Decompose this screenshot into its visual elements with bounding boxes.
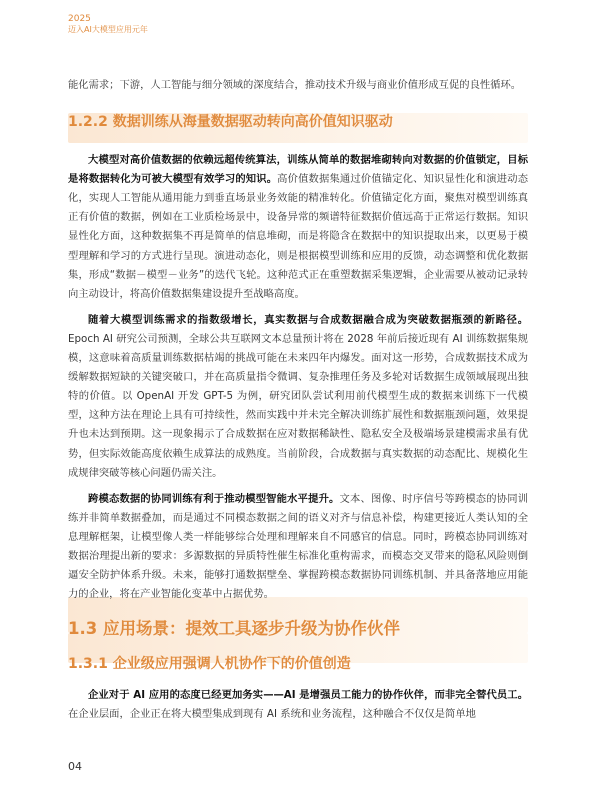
paragraph-lead: 大模型对高价值数据的依赖远超传统算法，训练从简单的数据堆砌转向对数据的价值锁定，目标是将数据转化为可被大模型有效学习的知识。	[68, 154, 528, 186]
paragraph-body: 在企业层面，企业正在将大模型集成到现有 AI 系统和业务流程，这种融合不仅仅是简单地	[68, 708, 476, 721]
intro-line: 能化需求；下游，人工智能与细分领域的深度结合，推动技术升级与商业价值形成互促的良性循环。	[68, 79, 522, 91]
page-number: 04	[68, 760, 82, 773]
paragraph-lead: 跨模态数据的协同训练有利于推动模型智能水平提升。	[88, 492, 340, 505]
paragraph-body: 文本、图像、时序信号等跨模态的协同训练并非简单数据叠加，而是通过不同模态数据之间的语义对齐与信息补偿，构建更接近人类认知的全息理解框架，让模型像人类一样能够综合处理和理解来自不同感官的信息。同时，跨模态协同训练对数据治理提出新的要求：多源数据的异质特性催生标准化重构需求，而模态交叉带来的隐私风险则倒逼安全防护体系升级。未来，能够打通数据壁垒、掌握跨模态数据协同训练机制、并具备落地应用能力的企业，将在产业智能化变革中占据优势。	[68, 492, 529, 601]
chapter-heading-1-3: 1.3 应用场景：提效工具逐步升级为协作伙伴	[68, 619, 400, 639]
page-header	[68, 14, 148, 35]
paragraph	[68, 686, 528, 724]
main-content	[68, 76, 528, 724]
header-title: 迈入AI大模型应用元年	[68, 25, 148, 34]
paragraph-lead: 随着大模型训练需求的指数级增长，真实数据与合成数据融合成为突破数据瓶颈的新路径。	[88, 313, 528, 326]
paragraph	[68, 311, 528, 483]
paragraph	[68, 490, 528, 605]
paragraph-body: 高价值数据集通过价值锚定化、知识显性化和演进动态化，实现人工智能从通用能力到垂直场景业务效能的精准转化。价值锚定化方面，聚焦对模型训练真正有价值的数据，例如在工业质检场景中，设备异常的频谱特征数据价值远高于正常运行数据。知识显性化方面，这种数据集不再是简单的信息堆砌，而是将隐含在数据中的知识提取出来，以更易于模型理解和学习的方式进行呈现。演进动态化，则是根据模型训练和应用的反馈，动态调整和优化数据集，形成“数据－模型－业务”的迭代飞轮。这种范式正在重塑数据采集逻辑，企业需要从被动记录转向主动设计，将高价值数据集建设提升至战略高度。	[68, 173, 529, 300]
header-year: 2025	[68, 14, 91, 24]
paragraph-lead: 企业对于 AI 应用的态度已经更加务实——AI 是增强员工能力的协作伙伴，而非完全替代员工。	[88, 689, 528, 702]
paragraph-body: Epoch AI 研究公司预测，全球公共互联网文本总量预计将在 2028 年前后接近现有 AI 训练数据集规模，这意味着高质量训练数据枯竭的挑战可能在未来四年内爆发。面对这一形势，合成数据技术成为缓解数据短缺的关键突破口，并在高质量指令微调、复杂推理任务及多轮对话数据生成领域展现出独特的价值。以 OpenAI 开发 GPT-5 为例，研究团队尝试利用前代模型生成的数据来训练下一代模型，这种方法在理论上具有可持续性，然而实践中并未完全解决训练扩展性和数据瓶颈问题，效果提升也未达到预期。这一现象揭示了合成数据在应对数据稀缺性、隐私安全及极端场景建模需求虽有优势，但实际效能高度依赖生成算法的成熟度。当前阶段，合成数据与真实数据的动态配比、规模化生成规律突破等核心问题仍需关注。	[68, 332, 528, 479]
section-heading-1-2-2: 1.2.2 数据训练从海量数据驱动转向高价值知识驱动	[68, 114, 393, 131]
paragraph	[68, 151, 528, 304]
section-heading-1-3-1: 1.3.1 企业级应用强调人机协作下的价值创造	[68, 656, 351, 673]
